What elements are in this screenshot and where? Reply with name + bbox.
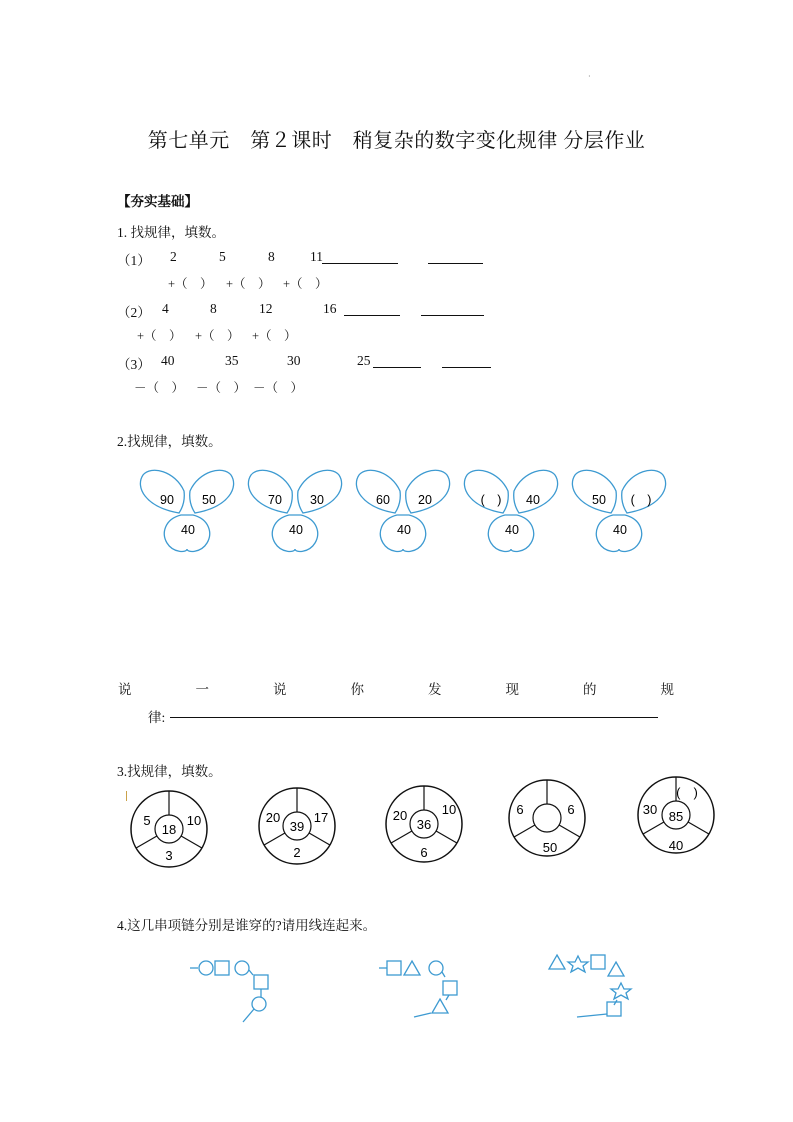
sequence-number: 11 — [310, 249, 323, 264]
necklace-figure — [549, 955, 631, 1017]
q4-prompt: 4.这几串项链分别是谁穿的?请用线连起来。 — [117, 918, 377, 933]
operation-blank[interactable]: +（ ） — [168, 277, 213, 291]
section-heading: 【夯实基础】 — [117, 194, 198, 209]
page-title: 第七单元 第２课时 稍复杂的数字变化规律 分层作业 — [147, 130, 646, 152]
number-wheel — [259, 788, 335, 864]
row-label: （1） — [117, 253, 151, 268]
observation-char: 现 — [505, 682, 519, 697]
operation-blank[interactable]: －（ ） — [196, 381, 247, 395]
clover-left-number: 90 — [160, 493, 174, 507]
wheel-right-number: 10 — [441, 802, 457, 817]
operation-blank[interactable]: +（ ） — [137, 329, 182, 343]
clover-bottom-number: 40 — [613, 523, 627, 537]
observation-prompt — [118, 678, 674, 698]
clover-bottom-number: 40 — [289, 523, 303, 537]
wheel-left-number: 20 — [392, 808, 408, 823]
q3-prompt: 3.找规律，填数。 — [117, 764, 222, 779]
wheel-bottom-number: 50 — [542, 840, 558, 855]
sequence-number: 5 — [219, 249, 226, 264]
clover-left-blank: ( ) — [480, 493, 502, 507]
number-wheel — [509, 780, 585, 856]
wheel-left-number: 6 — [516, 802, 524, 817]
wheel-right-number: 6 — [567, 802, 575, 817]
clover-bottom-number: 40 — [505, 523, 519, 537]
sequence-number: 8 — [268, 249, 275, 264]
wheel-center-number: 39 — [289, 819, 305, 834]
sequence-number: 25 — [357, 353, 371, 368]
clover-right-number: 20 — [418, 493, 432, 507]
sequence-number: 40 — [161, 353, 175, 368]
observation-answer-line[interactable] — [170, 717, 658, 718]
operation-blank[interactable]: －（ ） — [253, 381, 304, 395]
clover-right-blank: ( ) — [630, 493, 652, 507]
operation-blank[interactable]: +（ ） — [252, 329, 297, 343]
observation-char: 的 — [583, 682, 597, 697]
clover-figure — [140, 470, 233, 551]
row-label: （2） — [117, 305, 151, 320]
margin-tick — [126, 791, 127, 801]
sequence-number: 8 — [210, 301, 217, 316]
sequence-number: 16 — [323, 301, 337, 316]
clover-figure — [464, 470, 557, 551]
wheel-right-number: 10 — [186, 813, 202, 828]
sequence-number: 35 — [225, 353, 239, 368]
q2-prompt: 2.找规律，填数。 — [117, 434, 222, 449]
number-wheel — [131, 791, 207, 867]
observation-char: 规 — [660, 682, 674, 697]
sequence-number: 30 — [287, 353, 301, 368]
wheel-left-number: 20 — [265, 810, 281, 825]
page-mark: · — [588, 72, 591, 81]
wheel-center-number: 18 — [161, 822, 177, 837]
observation-char: 一 — [195, 682, 209, 697]
clover-left-number: 70 — [268, 493, 282, 507]
number-wheel — [638, 777, 714, 853]
operation-blank[interactable]: +（ ） — [195, 329, 240, 343]
q1-prompt: 1. 找规律，填数。 — [117, 225, 225, 240]
clover-left-number: 60 — [376, 493, 390, 507]
necklace-figure — [190, 961, 268, 1022]
row-label: （3） — [117, 357, 151, 372]
number-wheel — [386, 786, 462, 862]
wheel-left-number: 5 — [143, 813, 151, 828]
clover-figure — [572, 470, 665, 551]
wheel-center-number: 85 — [668, 809, 684, 824]
clover-figure — [356, 470, 449, 551]
clover-right-number: 40 — [526, 493, 540, 507]
sequence-number: 2 — [170, 249, 177, 264]
clover-right-number: 50 — [202, 493, 216, 507]
observation-line-label: 律: — [148, 710, 166, 725]
operation-blank[interactable]: －（ ） — [134, 381, 185, 395]
clover-figure — [248, 470, 341, 551]
wheel-bottom-number: 40 — [668, 838, 684, 853]
wheel-left-number: 30 — [642, 802, 658, 817]
sequence-number: 12 — [259, 301, 273, 316]
wheel-bottom-number: 6 — [420, 845, 428, 860]
wheel-bottom-number: 2 — [293, 845, 301, 860]
operation-blank[interactable]: +（ ） — [283, 277, 328, 291]
clover-right-number: 30 — [310, 493, 324, 507]
observation-char: 说 — [273, 682, 287, 697]
observation-char: 发 — [428, 682, 442, 697]
clover-left-number: 50 — [592, 493, 606, 507]
observation-char: 你 — [350, 682, 364, 697]
clover-bottom-number: 40 — [397, 523, 411, 537]
wheel-bottom-number: 3 — [165, 848, 173, 863]
operation-blank[interactable]: +（ ） — [226, 277, 271, 291]
wheel-top-blank: ( ) — [676, 785, 698, 800]
wheel-center-number: 36 — [416, 817, 432, 832]
necklace-figure — [379, 961, 457, 1017]
wheel-right-number: 17 — [313, 810, 329, 825]
sequence-number: 4 — [162, 301, 169, 316]
observation-char: 说 — [118, 682, 132, 697]
clover-bottom-number: 40 — [181, 523, 195, 537]
